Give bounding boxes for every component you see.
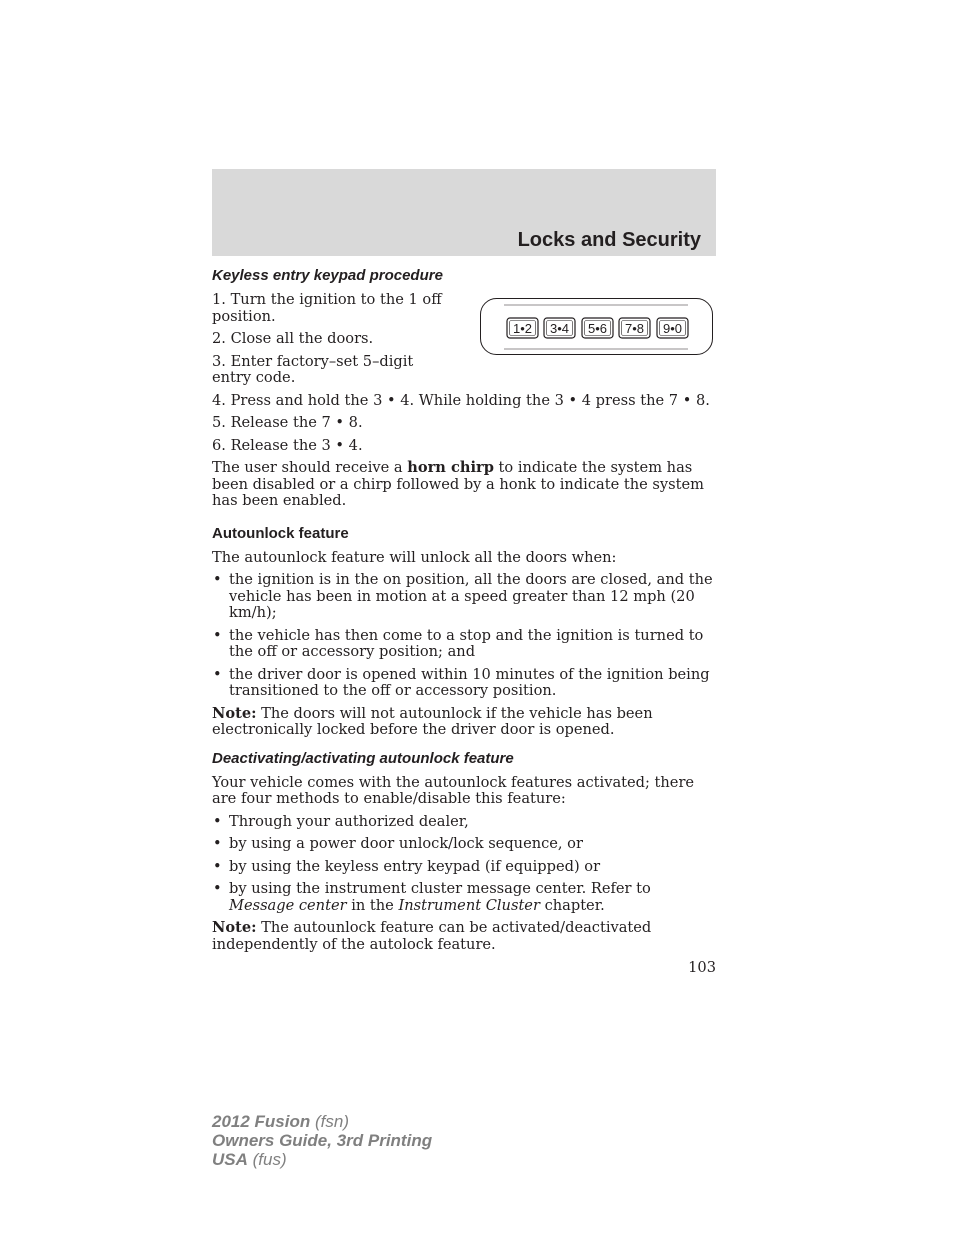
horn-chirp-emphasis: horn chirp (407, 459, 494, 476)
autounlock-note: Note: The doors will not autounlock if the vehicle has been electronically locked before the driver door is opened. (212, 704, 653, 738)
list-item: • by using the instrument cluster message center. Refer to Message center in the Instrument Cluster chapter. (212, 881, 716, 914)
keyless-step-5: 5. Release the 7 • 8. (212, 414, 363, 431)
keypad-label: 9•0 (662, 321, 683, 336)
keypad-button-7-8 (619, 318, 650, 338)
keyless-step-4: 4. Press and hold the 3 • 4. While holding the 3 • 4 press the 7 • 8. (212, 391, 710, 409)
footer (212, 1112, 432, 1169)
list-item: • the ignition is in the on position, all the doors are closed, and the vehicle has been in motion at a speed greater than 12 mph (20 km/h); (212, 572, 716, 622)
list-item: • the vehicle has then come to a stop and the ignition is turned to the off or accessory position; and (212, 628, 716, 661)
section-title: Locks and Security (517, 229, 701, 251)
keypad-button-9-0 (657, 318, 688, 338)
deactivating-intro: Your vehicle comes with the autounlock features activated; there are four methods to enable/disable this feature: (212, 773, 695, 807)
deactivating-list (212, 814, 716, 915)
keypad-label: 1•2 (512, 321, 533, 336)
footer-line-3: USA (fus) (212, 1150, 287, 1169)
keyless-result: The user should receive a horn chirp to indicate the system has been disabled or a chirp followed by a honk to indicate the system has been enabled. (212, 459, 704, 509)
list-item: • Through your authorized dealer, (212, 814, 716, 831)
footer-line-1: 2012 Fusion (fsn) (212, 1112, 349, 1131)
keypad-section (212, 266, 716, 387)
keyless-step-6: 6. Release the 3 • 4. (212, 436, 363, 454)
keypad-button-3-4 (544, 318, 575, 338)
list-item: • by using a power door unlock/lock sequence, or (212, 836, 716, 853)
page-content (212, 266, 716, 959)
section-header-band (212, 169, 716, 256)
autounlock-list (212, 572, 716, 700)
keypad-label: 3•4 (549, 321, 570, 336)
deactivating-note: Note: The autounlock feature can be activated/deactivated independently of the autolock feature. (212, 919, 652, 953)
list-item: • the driver door is opened within 10 minutes of the ignition being transitioned to the off or accessory position. (212, 667, 716, 700)
list-item: • by using the keyless entry keypad (if equipped) or (212, 859, 716, 876)
page-number: 103 (688, 959, 716, 976)
keyless-heading: Keyless entry keypad procedure (212, 267, 443, 284)
autounlock-intro: The autounlock feature will unlock all the doors when: (212, 548, 617, 566)
keypad-button-1-2 (507, 318, 538, 338)
keyless-step-2: 2. Close all the doors. (212, 330, 374, 347)
autounlock-heading: Autounlock feature (212, 524, 349, 542)
footer-line-2: Owners Guide, 3rd Printing (212, 1131, 433, 1150)
keyless-step-3: 3. Enter factory–set 5–digit entry code. (212, 352, 414, 386)
keypad-label: 7•8 (624, 321, 645, 336)
keyless-step-1: 1. Turn the ignition to the 1 off position. (212, 291, 442, 325)
keypad-button-5-6 (582, 318, 613, 338)
deactivating-heading: Deactivating/activating autounlock feature (212, 749, 514, 767)
keypad-illustration (480, 298, 713, 355)
keypad-label: 5•6 (587, 321, 608, 336)
